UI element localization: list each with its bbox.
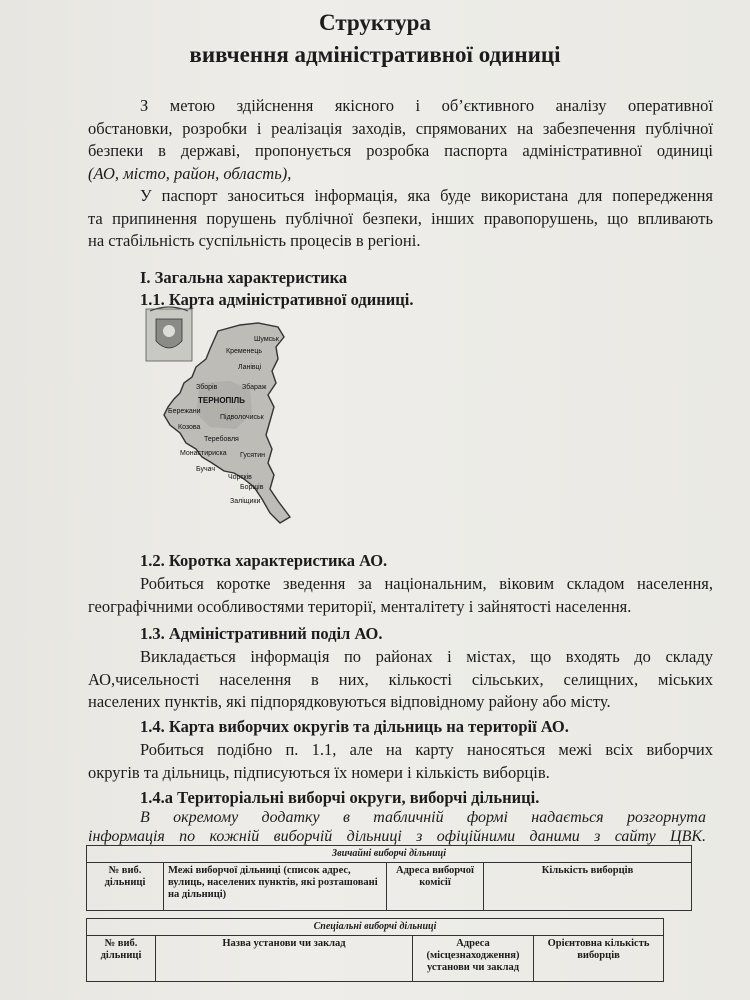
text-line: та припинення порушень публічної безпеки, інших правопорушень, що впливають [88,208,713,228]
section-1-2-text [88,573,713,618]
text-line: Робиться подібно п. 1.1, але на карту наносяться межі всіх виборчих [140,740,713,759]
map-town-label: Кременець [226,348,262,355]
map-town-label: Підволочиськ [220,414,264,421]
section-1-heading: І. Загальна характеристика [140,268,348,287]
section-1-3-heading: 1.3. Адміністративний поділ АО. [140,624,383,643]
table-caption: Спеціальні виборчі дільниці [87,919,664,936]
table-header-cell: № виб. дільниці [87,863,164,911]
text-line: У паспорт заноситься інформація, яка буде використана для попередження [140,186,713,205]
section-1-2-heading: 1.2. Коротка характеристика АО. [140,551,388,570]
table-header-cell: Адреса виборчої комісії [387,863,484,911]
text-line: В окремому додатку в табличній формі надається розгорнута [140,809,706,826]
text-line: обстановки, розробки і реалізація заходів, спрямованих на забезпечення публічної [88,118,713,138]
text-line: географічними особливостями території, менталітету і зайнятості населення. [88,596,632,616]
text-line: населених пунктів, які підпорядковуються відповідному району або місту. [88,692,611,711]
section-1-4a-heading: 1.4.а Територіальні виборчі округи, виборчі дільниці. [140,788,540,807]
map-town-label: Чортків [228,474,252,481]
table-header-cell: Кількість виборців [484,863,692,911]
table-header-cell: Назва установи чи заклад [156,936,413,982]
text-line: Викладається інформація по районах і містах, що входять до складу [140,647,713,666]
section-1-1-heading: 1.1. Карта адміністративної одиниці. [140,290,414,309]
ordinary-polling-stations-table [86,845,692,911]
table-header-cell: Орієнтовна кількість виборців [534,936,664,982]
table-header-cell: № виб. дільниці [87,936,156,982]
map-town-label: Ланівці [238,364,262,371]
map-town-label: Теребовля [204,436,239,443]
text-line-italic: (АО, місто, район, область), [88,163,292,183]
coat-of-arms-icon [146,307,192,361]
map-town-label: Бучач [196,466,215,473]
map-svg [140,303,300,533]
text-line: АО,чисельності населення в них, кількості сільських, селищних, міських [88,669,713,689]
text-line: округів та дільниць, підписуються їх номери і кількість виборців. [88,762,550,782]
map-town-label: Борщів [240,484,264,491]
text-line: безпеки в державі, пропонується розробка паспорта адміністративної одиниці [88,141,713,160]
section-1-4a-text [88,808,706,846]
intro-paragraph-1 [88,95,713,185]
map-town-label: Зборів [196,384,218,391]
text-line: на стабільність суспільність процесів в регіоні. [88,231,421,250]
map-town-label: Козова [178,424,201,431]
document-title: Структура [319,10,431,35]
intro-paragraph-2 [88,185,713,253]
map-town-label: ТЕРНОПІЛЬ [198,396,245,405]
special-polling-stations-table [86,918,664,982]
map-town-label: Монастириска [180,450,227,457]
text-line: З метою здійснення якісного і об’єктивного аналізу оперативної [140,96,713,115]
region-map [140,303,300,533]
section-1-4-text [88,739,713,784]
text-line: Робиться коротке зведення за національним, віковим складом населення, [140,574,713,593]
map-town-label: Шумськ [254,336,279,343]
table-caption: Звичайні виборчі дільниці [87,846,692,863]
map-town-label: Гусятин [240,452,266,459]
map-town-label: Заліщики [230,498,261,505]
document-subtitle: вивчення адміністративної одиниці [189,42,561,67]
map-town-label: Бережани [168,408,201,415]
table-header-cell: Межі виборчої дільниці (список адрес, вулиць, населених пунктів, які розташовані на дільниці) [164,863,387,911]
section-1-3-text [88,646,713,714]
text-line: інформація по кожній виборчій дільниці з офіційними даними з сайту ЦВК. [88,828,706,845]
section-1-4-heading: 1.4. Карта виборчих округів та дільниць на території АО. [140,717,569,736]
map-town-label: Збараж [242,384,267,391]
table-header-cell: Адреса (місцезнаходження) установи чи заклад [413,936,534,982]
